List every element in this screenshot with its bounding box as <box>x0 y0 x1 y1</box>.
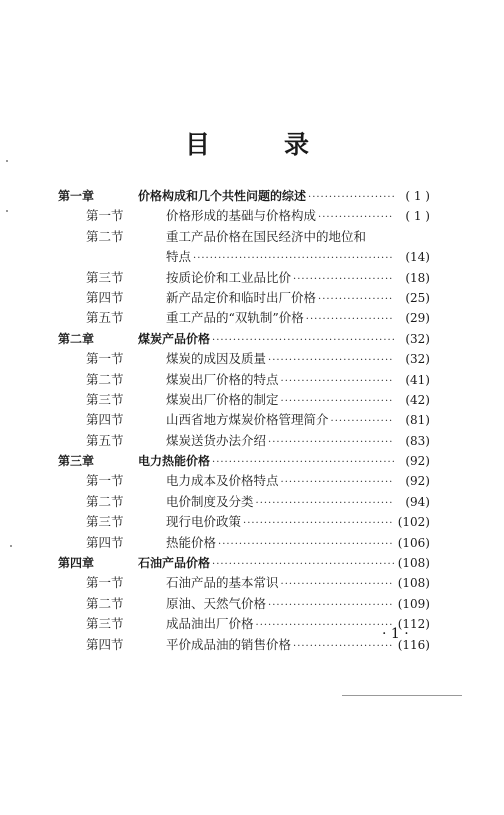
toc-entry-page: (41) <box>405 372 430 387</box>
toc-entry-page: (92) <box>405 474 430 489</box>
toc-section-entry[interactable] <box>58 635 430 655</box>
toc-entry-title: 煤炭出厂价格的制定 <box>166 391 279 407</box>
toc-section-entry[interactable] <box>58 308 430 328</box>
toc-entry-page: (94) <box>405 494 430 509</box>
toc-section-entry[interactable] <box>58 370 430 390</box>
toc-entry-label: 第三节 <box>86 391 124 407</box>
dot-leader <box>218 535 394 555</box>
toc-entry-label: 第一节 <box>86 208 124 224</box>
page-title <box>0 128 504 162</box>
toc-entry-page: (108) <box>397 556 430 571</box>
toc-section-entry[interactable] <box>58 227 430 247</box>
toc-section-entry[interactable] <box>58 268 430 288</box>
toc-section-entry[interactable] <box>58 206 430 226</box>
toc-entry-label: 第二节 <box>86 595 124 611</box>
dot-leader <box>308 188 394 208</box>
toc-section-entry[interactable] <box>58 431 430 451</box>
toc-entry-title: 电价制度及分类 <box>166 493 254 509</box>
title-char-1: 目 <box>185 130 211 159</box>
table-of-contents <box>58 186 430 655</box>
toc-chapter-entry[interactable] <box>58 553 430 573</box>
toc-section-entry[interactable] <box>58 390 430 410</box>
toc-chapter-entry[interactable] <box>58 451 430 471</box>
toc-chapter-entry[interactable] <box>58 186 430 206</box>
toc-entry-page: (109) <box>397 596 430 611</box>
toc-entry-title: 价格构成和几个共性问题的综述 <box>138 189 307 203</box>
toc-entry-title: 煤炭出厂价格的特点 <box>166 371 279 387</box>
toc-entry-title: 原油、天然气价格 <box>166 595 267 611</box>
toc-entry-page: (14) <box>405 250 430 265</box>
toc-entry-label: 第一节 <box>86 351 124 367</box>
dot-leader <box>256 616 394 636</box>
dot-leader <box>268 351 394 371</box>
toc-entry-label: 第四章 <box>58 556 95 571</box>
page-number: · 1 · <box>382 626 409 642</box>
toc-entry-title: 重工产品价格在国民经济中的地位和 <box>166 228 367 244</box>
toc-entry-page: (92) <box>405 454 430 469</box>
toc-entry-page: (83) <box>405 433 430 448</box>
dot-leader <box>243 514 394 534</box>
toc-entry-page: (106) <box>397 535 430 550</box>
toc-entry-label: 第三节 <box>86 269 124 285</box>
toc-entry-page: (29) <box>405 311 430 326</box>
toc-entry-title: 煤炭送货办法介绍 <box>166 432 267 448</box>
toc-entry-title: 热能价格 <box>166 534 217 550</box>
toc-entry-title: 煤炭的成因及质量 <box>166 351 267 367</box>
toc-entry-label: 第二节 <box>86 228 124 244</box>
dot-leader <box>268 596 394 616</box>
toc-section-entry[interactable] <box>58 410 430 430</box>
scan-speck <box>10 545 12 547</box>
toc-section-entry[interactable] <box>58 349 430 369</box>
toc-entry-label: 第五节 <box>86 432 124 448</box>
toc-entry-page: (81) <box>405 413 430 428</box>
toc-entry-page: (116) <box>397 637 430 652</box>
toc-entry-title: 现行电价政策 <box>166 514 242 530</box>
dot-leader <box>268 433 394 453</box>
toc-entry-title: 价格形成的基础与价格构成 <box>166 208 317 224</box>
dot-leader <box>256 494 394 514</box>
toc-entry-label: 第四节 <box>86 636 124 652</box>
toc-section-entry[interactable] <box>58 594 430 614</box>
dot-leader <box>212 453 394 473</box>
toc-entry-page: ( 1 ) <box>405 209 430 224</box>
toc-entry-label: 第一节 <box>86 473 124 489</box>
toc-section-entry[interactable] <box>58 573 430 593</box>
toc-entry-label: 第二节 <box>86 493 124 509</box>
title-char-2: 录 <box>284 130 310 159</box>
toc-chapter-entry[interactable] <box>58 329 430 349</box>
dot-leader <box>193 249 394 269</box>
toc-entry-page: (32) <box>405 352 430 367</box>
toc-entry-label: 第三节 <box>86 514 124 530</box>
toc-entry-title: 重工产品的“双轨制”价格 <box>166 310 304 326</box>
toc-entry-page: (18) <box>405 270 430 285</box>
toc-entry-page: (25) <box>405 290 430 305</box>
dot-leader <box>212 555 394 575</box>
dot-leader <box>281 372 394 392</box>
toc-section-entry[interactable] <box>58 492 430 512</box>
dot-leader <box>306 310 394 330</box>
toc-section-entry[interactable] <box>58 512 430 532</box>
toc-entry-page: (32) <box>405 331 430 346</box>
toc-entry-label: 第四节 <box>86 534 124 550</box>
toc-entry-title: 按质论价和工业品比价 <box>166 269 292 285</box>
toc-entry-page: (112) <box>397 617 430 632</box>
toc-entry-label: 第二节 <box>86 371 124 387</box>
dot-leader <box>281 575 394 595</box>
dot-leader <box>293 270 394 290</box>
toc-entry-label: 第二章 <box>58 331 95 346</box>
toc-entry-title: 山西省地方煤炭价格管理简介 <box>166 412 329 428</box>
toc-section-entry[interactable] <box>58 247 430 267</box>
toc-entry-title: 成品油出厂价格 <box>166 616 254 632</box>
dot-leader <box>281 392 394 412</box>
toc-entry-title: 电力热能价格 <box>138 454 211 469</box>
toc-entry-title: 电力成本及价格特点 <box>166 473 279 489</box>
toc-entry-title: 石油产品的基本常识 <box>166 575 279 591</box>
toc-entry-page: ( 1 ) <box>405 189 430 203</box>
toc-entry-label: 第一章 <box>58 189 95 203</box>
dot-leader <box>281 473 394 493</box>
toc-section-entry[interactable] <box>58 533 430 553</box>
toc-entry-label: 第四节 <box>86 289 124 305</box>
dot-leader <box>318 208 394 228</box>
toc-entry-page: (42) <box>405 392 430 407</box>
dot-leader <box>318 290 394 310</box>
dot-leader <box>293 637 394 657</box>
toc-section-entry[interactable] <box>58 471 430 491</box>
toc-entry-title: 新产品定价和临时出厂价格 <box>166 289 317 305</box>
toc-entry-page: (108) <box>397 576 430 591</box>
toc-entry-label: 第五节 <box>86 310 124 326</box>
toc-entry-label: 第三章 <box>58 454 95 469</box>
toc-entry-title: 煤炭产品价格 <box>138 331 211 346</box>
dot-leader <box>212 331 394 351</box>
dot-leader <box>331 412 394 432</box>
toc-entry-label: 第三节 <box>86 616 124 632</box>
toc-entry-label: 第一节 <box>86 575 124 591</box>
toc-entry-page: (102) <box>397 515 430 530</box>
toc-entry-title: 特点 <box>166 249 192 265</box>
scan-speck <box>6 160 8 162</box>
toc-entry-title: 平价成品油的销售价格 <box>166 636 292 652</box>
toc-section-entry[interactable] <box>58 614 430 634</box>
footer-rule <box>342 695 462 696</box>
scan-speck <box>6 210 8 212</box>
toc-entry-title: 石油产品价格 <box>138 556 211 571</box>
toc-section-entry[interactable] <box>58 288 430 308</box>
toc-entry-label: 第四节 <box>86 412 124 428</box>
